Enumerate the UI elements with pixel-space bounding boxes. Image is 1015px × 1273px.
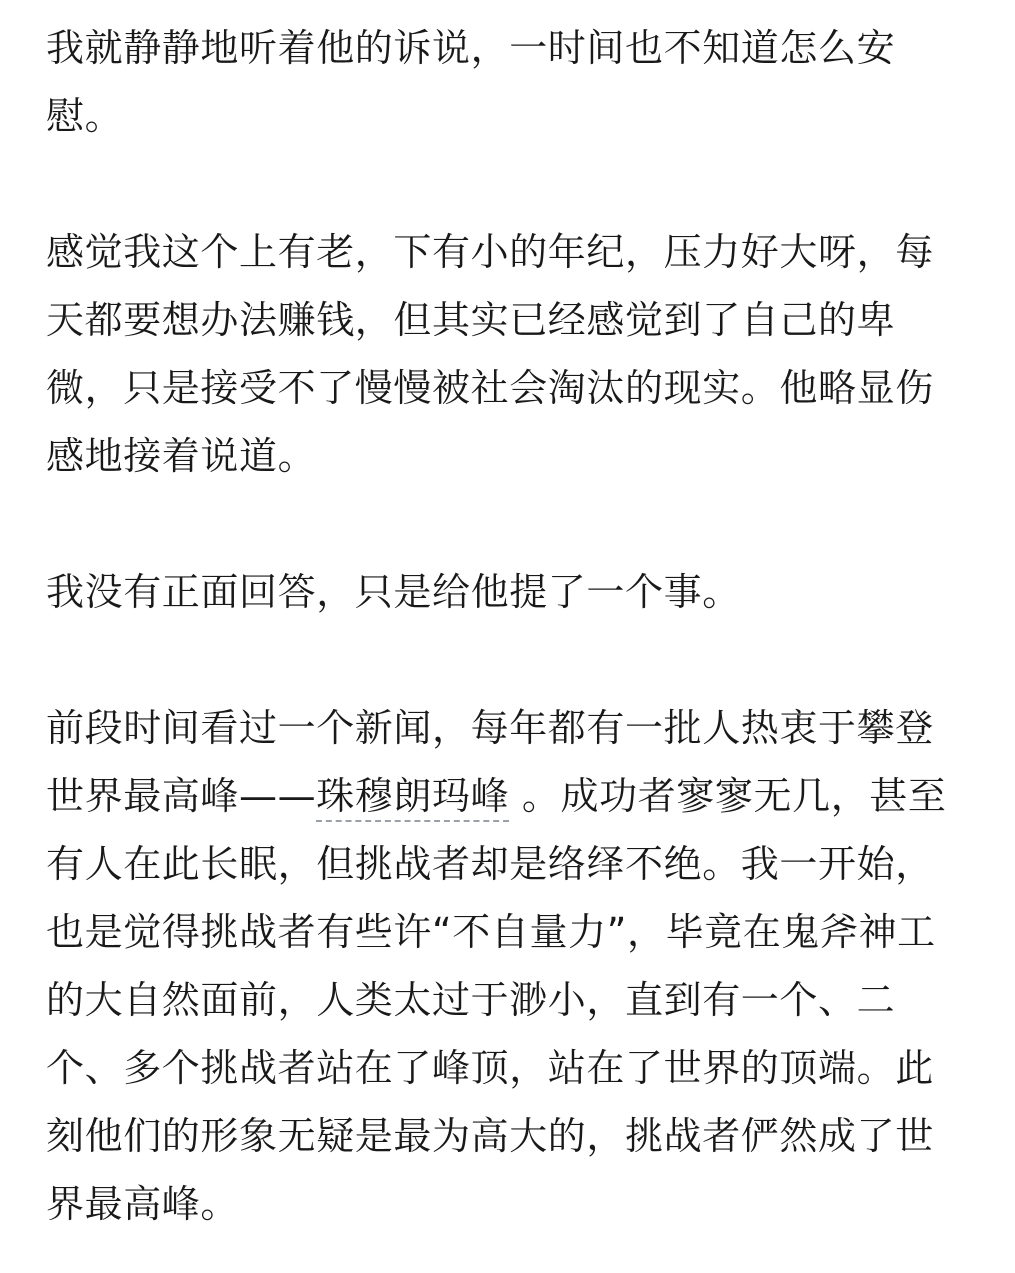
everest-link[interactable]: 珠穆朗玛峰	[316, 774, 509, 822]
paragraph-1: 我就静静地听着他的诉说，一时间也不知道怎么安慰。	[46, 26, 896, 138]
paragraph-3: 我没有正面回答，只是给他提了一个事。	[46, 570, 741, 614]
paragraph-4	[46, 694, 956, 1238]
paragraph-2: 感觉我这个上有老，下有小的年纪，压力好大呀，每天都要想办法赚钱，但其实已经感觉到了自己的卑微，只是接受不了慢慢被社会淘汰的现实。他略显伤感地接着说道。	[46, 230, 934, 478]
article-body	[46, 14, 956, 1238]
paragraph-4-text-before: 前段时间看过一个新闻，每年都有一批人热衷于攀登世界最高峰——	[46, 706, 934, 818]
paragraph-4-text-after: 。成功者寥寥无几，甚至有人在此长眠，但挑战者却是络绎不绝。我一开始，也是觉得挑战者有些许“不自量力”，毕竟在鬼斧神工的大自然面前，人类太过于渺小，直到有一个、二个、多个挑战者站在了峰顶，站在了世界的顶端。此刻他们的形象无疑是最为高大的，挑战者俨然成了世界最高峰。	[46, 774, 947, 1226]
